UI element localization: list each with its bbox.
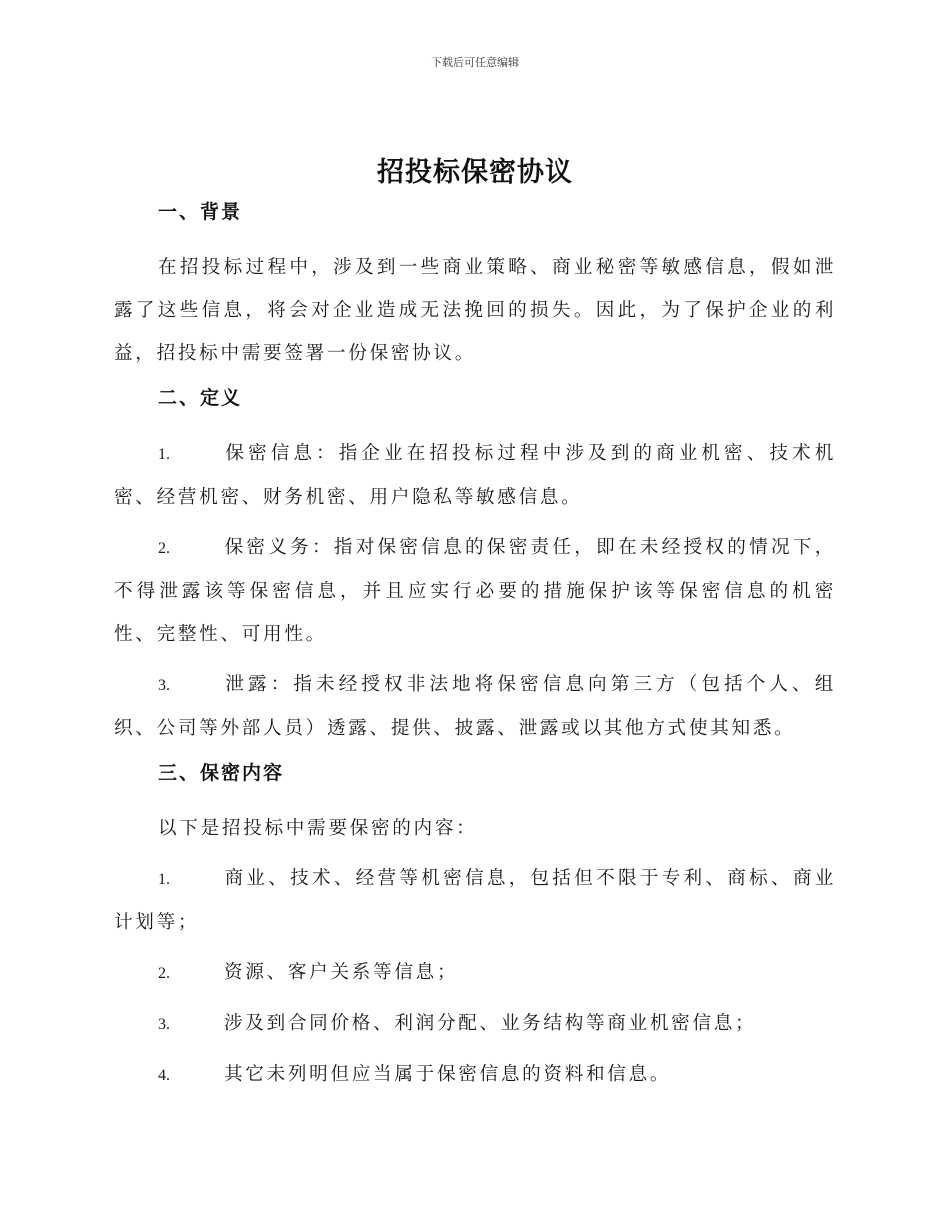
- content-item: [114, 951, 836, 995]
- list-number: 2.: [158, 540, 170, 557]
- definition-item: [114, 432, 836, 519]
- list-item-text: 涉及到合同价格、利润分配、业务结构等商业机密信息；: [224, 1013, 757, 1034]
- list-number: 1.: [158, 446, 170, 463]
- section-heading-background: 一、背景: [158, 201, 243, 223]
- list-number: 3.: [158, 1016, 170, 1033]
- list-number: 4.: [158, 1067, 170, 1084]
- list-item-text: 泄露：指未经授权非法地将保密信息向第三方（包括个人、组织、公司等外部人员）透露、提供、披露、泄露或以其他方式使其知悉。: [114, 674, 836, 739]
- list-item-text: 资源、客户关系等信息；: [224, 962, 459, 983]
- section-heading-definitions: 二、定义: [158, 387, 243, 409]
- content-item: [114, 1002, 836, 1046]
- background-paragraph: 在招投标过程中，涉及到一些商业策略、商业秘密等敏感信息，假如泄露了这些信息，将会对企业造成无法挽回的损失。因此，为了保护企业的利益，招投标中需要签署一份保密协议。: [114, 257, 836, 364]
- definition-item: [114, 526, 836, 656]
- header-note: 下载后可任意编辑: [431, 56, 519, 69]
- content-item: [114, 857, 836, 944]
- list-number: 3.: [158, 677, 170, 694]
- content-item: [114, 1053, 836, 1097]
- document-title: 招投标保密协议: [377, 157, 573, 188]
- document-body: [114, 196, 836, 1104]
- list-number: 2.: [158, 965, 170, 982]
- list-number: 1.: [158, 871, 170, 888]
- list-item-text: 保密信息：指企业在招投标过程中涉及到的商业机密、技术机密、经营机密、财务机密、用户隐私等敏感信息。: [114, 443, 836, 508]
- section-heading-content: 三、保密内容: [158, 762, 285, 784]
- list-item-text: 商业、技术、经营等机密信息，包括但不限于专利、商标、商业计划等；: [114, 868, 836, 933]
- definition-item: [114, 663, 836, 750]
- list-item-text: 其它未列明但应当属于保密信息的资料和信息。: [224, 1064, 672, 1085]
- content-intro: 以下是招投标中需要保密的内容：: [158, 818, 478, 839]
- list-item-text: 保密义务：指对保密信息的保密责任，即在未经授权的情况下，不得泄露该等保密信息，并且应实行必要的措施保护该等保密信息的机密性、完整性、可用性。: [114, 537, 836, 645]
